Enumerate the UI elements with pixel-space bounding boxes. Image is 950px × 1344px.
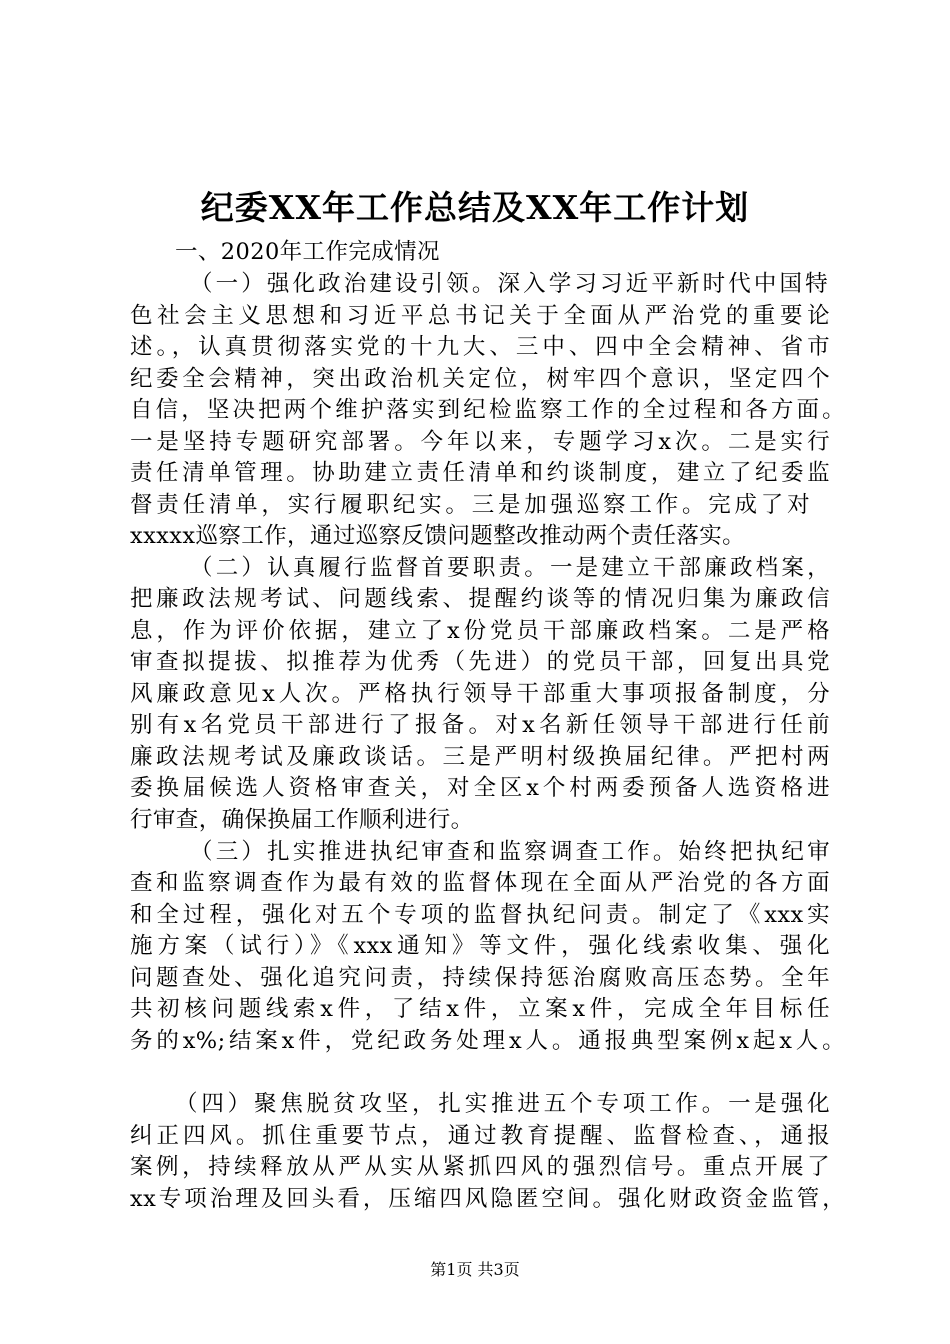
paragraph-line: xx专项治理及回头看，压缩四风隐匿空间。强化财政资金监管， [130,1186,845,1212]
section-heading: 一、2020年工作完成情况 [175,239,440,265]
paragraph-line: 一是坚持专题研究部署。今年以来，专题学习x次。二是实行 [130,429,830,455]
paragraph-line: （三）扎实推进执纪审查和监察调查工作。始终把执纪审 [190,839,830,865]
paragraph-line: （四）聚焦脱贫攻坚，扎实推进五个专项工作。一是强化 [175,1091,830,1117]
paragraph-line: （二）认真履行监督首要职责。一是建立干部廉政档案， [190,555,830,581]
paragraph-line: 问题查处、强化追究问责，持续保持惩治腐败高压态势。全年 [130,965,830,991]
paragraph-line: 案例，持续释放从严从实从紧抓四风的强烈信号。重点开展了 [130,1154,830,1180]
paragraph-line: 风廉政意见x人次。严格执行领导干部重大事项报备制度，分 [130,681,830,707]
paragraph-line: （一）强化政治建设引领。深入学习习近平新时代中国特 [190,271,828,297]
paragraph-line: 色社会主义思想和习近平总书记关于全面从严治党的重要论 [130,303,830,329]
paragraph-line: 施方案（试行）》《xxx通知》等文件，强化线索收集、强化 [130,933,830,959]
paragraph-line: 廉政法规考试及廉政谈话。三是严明村级换届纪律。严把村两 [130,744,830,770]
paragraph-line: 审查拟提拔、拟推荐为优秀（先进）的党员干部，回复出具党 [130,649,830,675]
paragraph-line: 共初核问题线索x件，了结x件，立案x件，完成全年目标任 [130,996,830,1022]
paragraph-line: 行审查，确保换届工作顺利进行。 [130,807,474,833]
paragraph-line: xxxxx巡察工作，通过巡察反馈问题整改推动两个责任落实。 [130,523,746,549]
paragraph-line: 述。，认真贯彻落实党的十九大、三中、四中全会精神、省市 [130,334,830,360]
page-number: 第1页 共3页 [430,1260,520,1279]
paragraph-line: 委换届候选人资格审查关，对全区x个村两委预备人选资格进 [130,775,830,801]
paragraph-line: 督责任清单，实行履职纪实。三是加强巡察工作。完成了对 [130,492,810,518]
paragraph-line: 纪委全会精神，突出政治机关定位，树牢四个意识，坚定四个 [130,366,830,392]
paragraph-line: 务的x%;结案x件，党纪政务处理x人。通报典型案例x起x人。 [130,1028,845,1054]
paragraph-line: 纠正四风。抓住重要节点，通过教育提醒、监督检查、，通报 [130,1123,830,1149]
paragraph-line: 和全过程，强化对五个专项的监督执纪问责。制定了《xxx实 [130,902,830,928]
paragraph-line: 息，作为评价依据，建立了x份党员干部廉政档案。二是严格 [130,618,830,644]
paragraph-line: 自信，坚决把两个维护落实到纪检监察工作的全过程和各方面。 [130,397,845,423]
document-title: 纪委XX年工作总结及XX年工作计划 [200,188,750,227]
paragraph-line: 把廉政法规考试、问题线索、提醒约谈等的情况归集为廉政信 [130,586,830,612]
paragraph-line: 责任清单管理。协助建立责任清单和约谈制度，建立了纪委监 [130,460,830,486]
paragraph-line: 别有x名党员干部进行了报备。对x名新任领导干部进行任前 [130,712,830,738]
paragraph-line: 查和监察调查作为最有效的监督体现在全面从严治党的各方面 [130,870,830,896]
